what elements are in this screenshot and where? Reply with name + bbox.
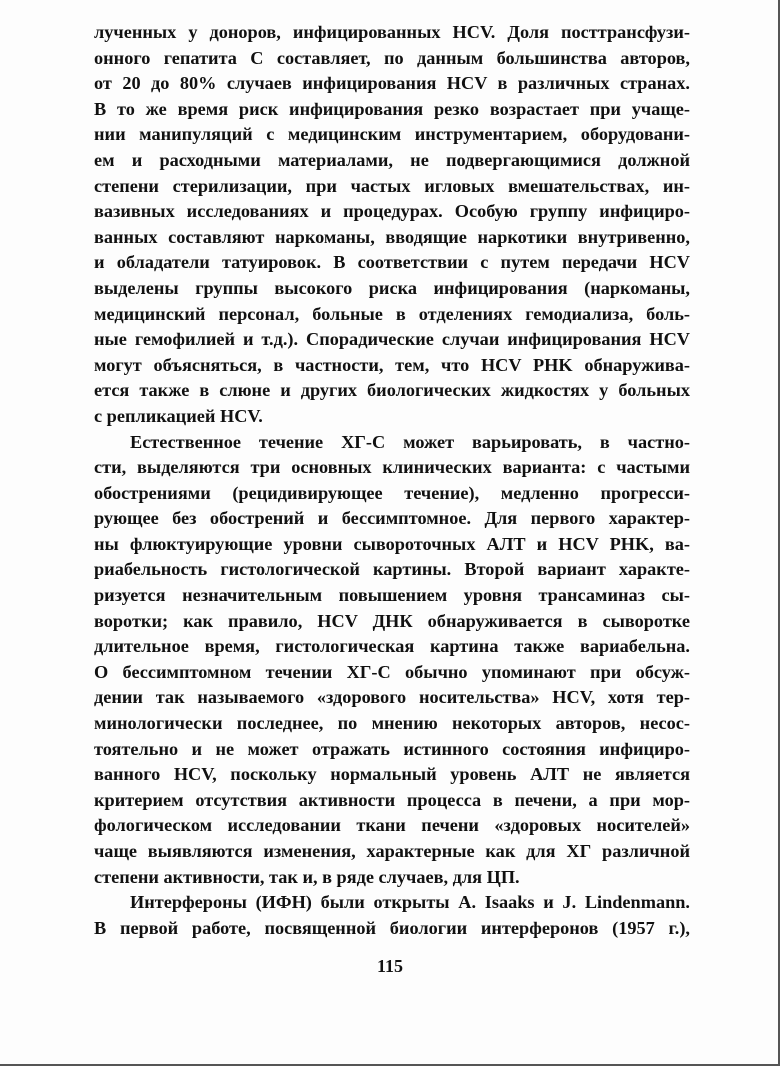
text-line: критерием отсутствия активности процесса в печени, а при мор- bbox=[94, 789, 690, 810]
text-line: длительное время, гистологическая картина также вариабельна. bbox=[94, 636, 690, 657]
text-line: В первой работе, посвященной биологии интерферонов (1957 г.), bbox=[94, 917, 690, 938]
text-line: тоятельно и не может отражать истинного состояния инфициро- bbox=[94, 738, 690, 759]
text-line: степени активности, так и, в ряде случаев, для ЦП. bbox=[94, 866, 520, 887]
text-line: нии манипуляций с медицинским инструментарием, оборудовани- bbox=[94, 124, 690, 145]
text-line: обострениями (рецидивирующее течение), медленно прогресси- bbox=[94, 482, 690, 503]
text-line: ны флюктуирующие уровни сывороточных АЛТ и HCV PHK, ва- bbox=[94, 533, 690, 554]
text-line: вазивных исследованиях и процедурах. Особую группу инфициро- bbox=[94, 201, 690, 222]
text-line: ванного HCV, поскольку нормальный уровень АЛТ не является bbox=[94, 764, 690, 785]
text-line: от 20 до 80% случаев инфицирования HCV в различных странах. bbox=[94, 73, 690, 94]
text-line: О бессимптомном течении ХГ-С обычно упоминают при обсуж- bbox=[94, 661, 690, 682]
text-line: риабельность гистологической картины. Второй вариант характе- bbox=[94, 559, 690, 580]
text-line: дении так называемого «здорового носительства» HCV, хотя тер- bbox=[94, 687, 690, 708]
paragraph bbox=[94, 430, 690, 891]
text-line: с репликацией HCV. bbox=[94, 405, 263, 426]
text-line: лученных у доноров, инфицированных HCV. Доля посттрансфузи- bbox=[94, 22, 690, 42]
text-line: ванных составляют наркоманы, вводящие наркотики внутривенно, bbox=[94, 226, 690, 247]
text-line: В то же время риск инфицирования резко возрастает при учаще- bbox=[94, 98, 690, 119]
text-line: воротки; как правило, HCV ДНК обнаруживается в сыворотке bbox=[94, 610, 690, 631]
body-text bbox=[94, 20, 690, 941]
text-line: ризуется незначительным повышением уровня трансаминаз сы- bbox=[94, 585, 690, 606]
text-line: ем и расходными материалами, не подвергающимися должной bbox=[94, 149, 690, 170]
text-line: ные гемофилией и т.д.). Спорадические случаи инфицирования HCV bbox=[94, 329, 690, 350]
text-line: рующее без обострений и бессимптомное. Для первого характер- bbox=[94, 508, 690, 529]
text-line: медицинский персонал, больные в отделениях гемодиализа, боль- bbox=[94, 303, 690, 324]
text-line: ется также в слюне и других биологических жидкостях у больных bbox=[94, 380, 690, 401]
text-line: минологически последнее, по мнению некоторых авторов, несос- bbox=[94, 713, 690, 734]
text-line: сти, выделяются три основных клинических варианта: с частыми bbox=[94, 457, 690, 478]
text-line: степени стерилизации, при частых игловых вмешательствах, ин- bbox=[94, 175, 690, 196]
text-line: фологическом исследовании ткани печени «здоровых носителей» bbox=[94, 815, 690, 836]
text-line: выделены группы высокого риска инфицирования (наркоманы, bbox=[94, 277, 690, 298]
text-line: могут объясняться, в частности, тем, что HCV PHK обнаружива- bbox=[94, 354, 690, 375]
text-line: онного гепатита С составляет, по данным большинства авторов, bbox=[94, 47, 690, 68]
text-line: и обладатели татуировок. В соответствии с путем передачи HCV bbox=[94, 252, 690, 273]
paragraph bbox=[94, 20, 690, 430]
text-line: Естественное течение ХГ-С может варьировать, в частно- bbox=[130, 431, 690, 452]
page-number: 115 bbox=[376, 956, 403, 976]
paragraph bbox=[94, 890, 690, 941]
text-line: чаще выявляются изменения, характерные как для ХГ различной bbox=[94, 841, 690, 861]
text-line: Интерфероны (ИФН) были открыты A. Isaaks и J. Lindenmann. bbox=[130, 892, 690, 913]
